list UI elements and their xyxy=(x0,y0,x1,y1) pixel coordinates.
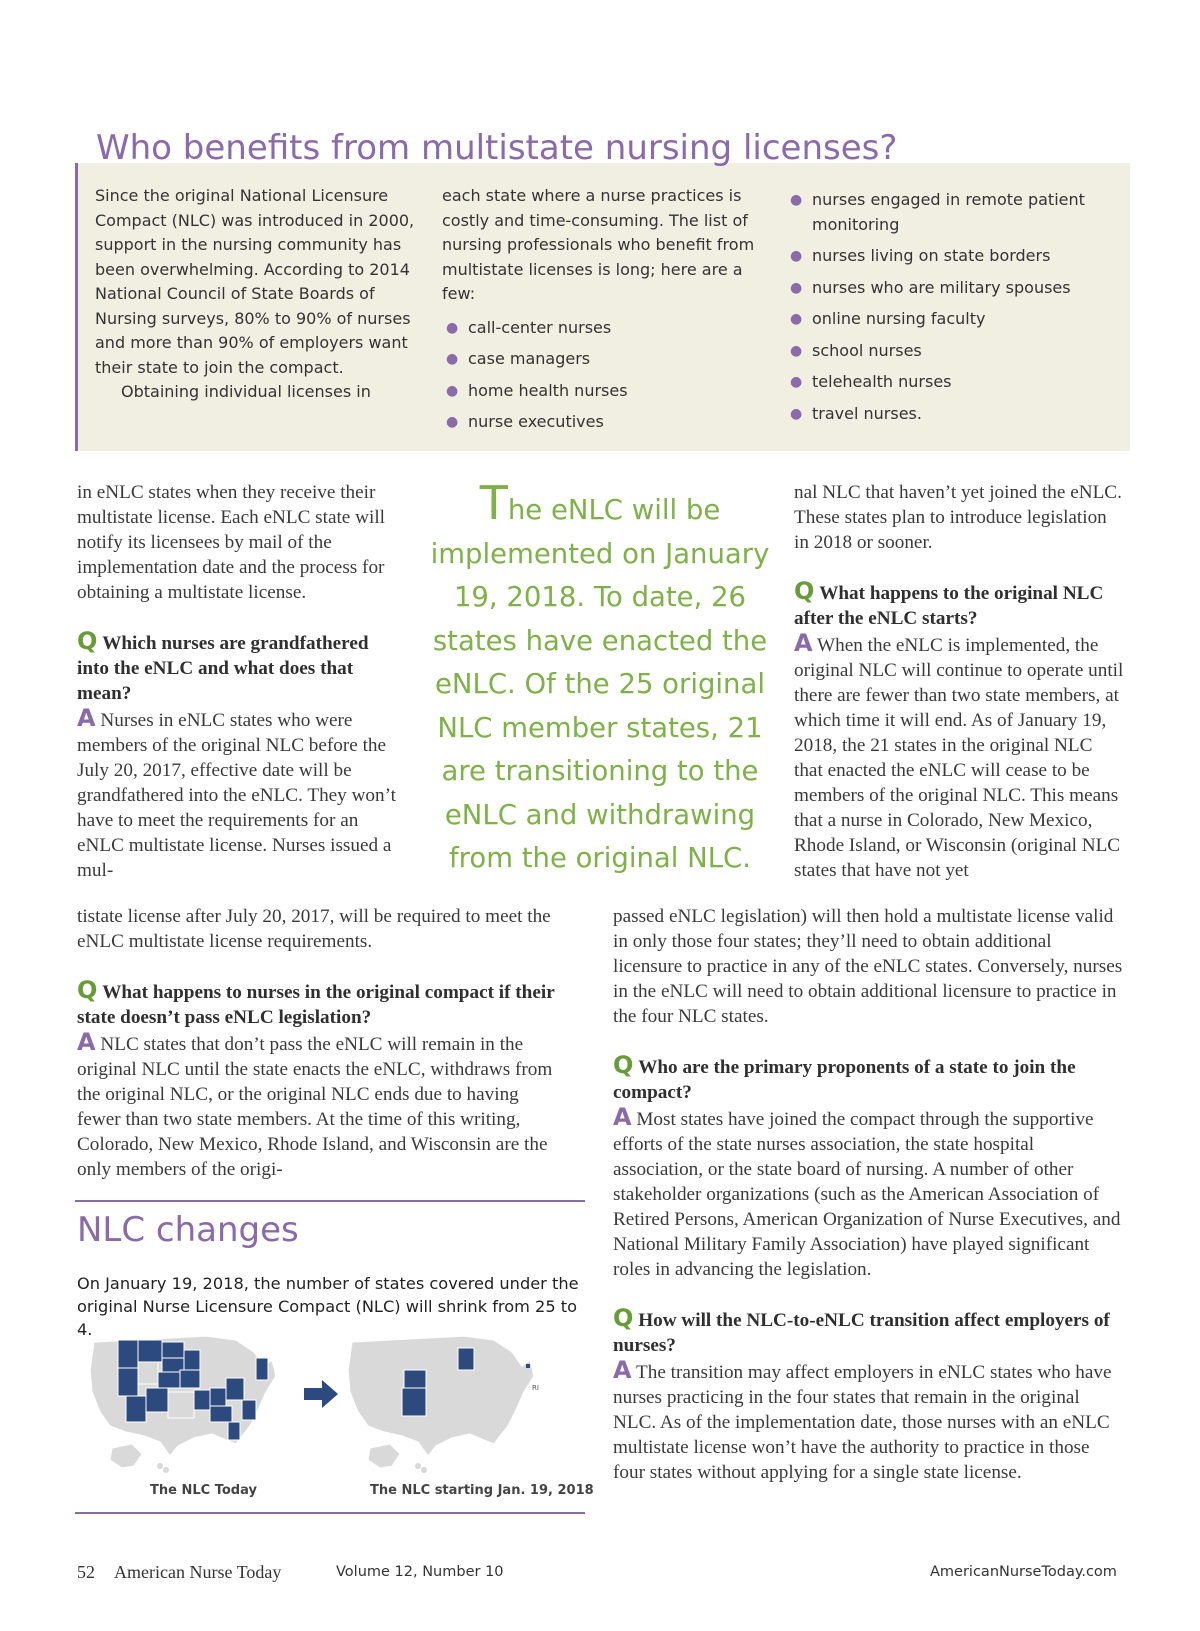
a-letter-icon: A xyxy=(77,704,96,732)
us-mainland-shape xyxy=(348,1336,534,1456)
question-3: Q What happens to the original NLC after the eNLC starts? xyxy=(794,577,1104,629)
question-2: Q What happens to nurses in the original compact if their state doesn’t pass eNLC legislation? xyxy=(77,976,555,1028)
sidebar-title: Who benefits from multistate nursing licenses? xyxy=(96,128,898,168)
list-item: ● call-center nurses xyxy=(442,316,760,341)
answer-4: A Most states have joined the compact through the supportive efforts of the state nurses association, the state hospital association, or the state board of nursing. A number of other stakeholder organizations (such as the American Association of Retired Persons, American Organization of Nurse Executives, and National Military Family Association) have played significant roles in advancing the legislation. xyxy=(613,1103,1121,1280)
bullet-icon: ● xyxy=(790,192,803,208)
a-letter-icon: A xyxy=(794,629,813,657)
answer-5: A The transition may affect employers in eNLC states who have nurses practicing in the four states that remain in the original NLC. As of the implementation date, those nurses with an eNLC multistate license won’t have the authority to practice in those four states without applying for a single state license. xyxy=(613,1356,1112,1483)
sidebar-list-b xyxy=(786,188,1116,426)
list-item: ● school nurses xyxy=(786,339,1116,364)
question-4: Q Who are the primary proponents of a state to join the compact? xyxy=(613,1051,1076,1103)
arrow-right-icon xyxy=(304,1380,338,1408)
map-left-caption: The NLC Today xyxy=(150,1483,257,1498)
a-letter-icon: A xyxy=(613,1356,632,1384)
member-state xyxy=(162,1342,184,1358)
sidebar-intro-continued-start: Obtaining individual licenses in xyxy=(121,382,371,401)
sidebar-intro-continued: each state where a nurse practices is costly and time-consuming. The list of nursing professionals who benefit from multistate licenses is long; here are a few: xyxy=(442,186,755,303)
bullet-icon: ● xyxy=(790,311,803,327)
map-right-caption: The NLC starting Jan. 19, 2018 xyxy=(370,1483,594,1498)
footer-publication: American Nurse Today xyxy=(114,1562,282,1582)
nlc-changes-description: On January 19, 2018, the number of states covered under the original Nurse Licensure Compact (NLC) will shrink from 25 to 4. xyxy=(77,1274,579,1339)
list-item: ● nurses engaged in remote patient monitoring xyxy=(790,190,1085,234)
list-item: ● nurse executives xyxy=(442,410,760,435)
pull-quote-text: he eNLC will be implemented on January 19, 2018. To date, 26 states have enacted the eNLC. Of the 25 original NLC member states, 21 are transitioning to the eNLC and withdrawing from the original NLC. xyxy=(430,494,770,874)
member-state xyxy=(256,1358,268,1380)
a-letter-icon: A xyxy=(77,1028,96,1056)
question-1: Q Which nurses are grandfathered into the eNLC and what does that mean? xyxy=(77,627,369,704)
pull-quote xyxy=(425,476,775,881)
list-item: ● nurses who are military spouses xyxy=(786,276,1116,301)
q-letter-icon: Q xyxy=(613,1304,634,1332)
sidebar-middle-column xyxy=(442,184,760,442)
list-item: ● case managers xyxy=(442,347,760,372)
article-column-3-wide xyxy=(613,904,1123,1485)
footer-website[interactable]: AmericanNurseToday.com xyxy=(930,1564,1117,1580)
list-item: ● telehealth nurses xyxy=(786,370,1116,395)
answer-3-continued: passed eNLC legislation) will then hold a multistate license valid in only those four states; they’ll need to obtain additional licensure to practice in any of the eNLC states. Conversely, nurses in the eNLC will need to obtain additional licensure to practice in the four NLC states. xyxy=(613,906,1123,1027)
member-state xyxy=(210,1406,232,1422)
nlc-top-rule xyxy=(75,1200,585,1202)
member-state xyxy=(184,1350,200,1370)
answer-1: A Nurses in eNLC states who were members of the original NLC before the July 20, 2017, effective date will be grandfathered into the eNLC. They won’t have to meet the requirements for an eNLC multistate license. Nurses issued a mul- xyxy=(77,704,396,881)
nlc-maps-figure xyxy=(86,1330,586,1490)
nlc-state-rhode-island xyxy=(526,1364,530,1368)
answer-2: A NLC states that don’t pass the eNLC will remain in the original NLC until the state enacts the eNLC, withdraws from the original NLC, or the original NLC ends due to having fewer than two state members. At the time of this writing, Colorado, New Mexico, Rhode Island, and Wisconsin are the only members of the origi- xyxy=(77,1028,553,1180)
bullet-icon: ● xyxy=(790,279,803,296)
hawaii-shape xyxy=(415,1463,421,1469)
answer-1-continued: tistate license after July 20, 2017, will be required to meet the eNLC multistate license requirements. xyxy=(77,906,551,952)
member-state xyxy=(180,1370,200,1388)
q-letter-icon: Q xyxy=(77,627,98,655)
alaska-shape xyxy=(368,1444,400,1468)
q-letter-icon: Q xyxy=(613,1051,634,1079)
article-column-1 xyxy=(77,480,397,883)
paragraph-continued: nal NLC that haven’t yet joined the eNLC. These states plan to introduce legislation in 2018 or sooner. xyxy=(794,482,1122,553)
bullet-icon: ● xyxy=(790,405,803,422)
member-state xyxy=(158,1372,180,1388)
member-state xyxy=(226,1378,244,1400)
map-nlc-today xyxy=(90,1336,276,1473)
bullet-icon: ● xyxy=(446,319,459,336)
member-state xyxy=(168,1392,194,1418)
nlc-state-colorado xyxy=(404,1370,426,1388)
sidebar-right-column xyxy=(786,188,1116,433)
sidebar-intro-paragraph: Since the original National Licensure Compact (NLC) was introduced in 2000, support in the nursing community has been overwhelming. According to 2014 National Council of State Boards of Nursing surveys, 80% to 90% of nurses and more than 90% of employers want their state to join the compact. xyxy=(95,186,415,377)
member-state xyxy=(138,1340,162,1362)
a-letter-icon: A xyxy=(613,1103,632,1131)
article-column-1-wide xyxy=(77,904,567,1182)
q-letter-icon: Q xyxy=(794,577,815,605)
nlc-state-new-mexico xyxy=(402,1388,426,1416)
member-state xyxy=(228,1422,240,1440)
bullet-icon: ● xyxy=(446,414,459,430)
alaska-shape xyxy=(110,1444,142,1468)
member-state xyxy=(126,1396,146,1422)
list-item: ● nurses living on state borders xyxy=(786,244,1116,269)
bullet-icon: ● xyxy=(790,342,803,359)
bullet-icon: ● xyxy=(446,382,459,399)
sidebar-intro-column xyxy=(95,184,415,404)
hawaii-shape xyxy=(421,1467,427,1473)
nlc-bottom-rule xyxy=(75,1512,585,1514)
sidebar-list-a xyxy=(442,316,760,435)
bullet-icon: ● xyxy=(446,351,459,367)
hawaii-shape xyxy=(163,1467,169,1473)
answer-3: A When the eNLC is implemented, the original NLC will continue to operate until there are fewer than two state members, at which time it will end. As of January 19, 2018, the 21 states in the original NLC that enacted the eNLC will cease to be members of the original NLC. This means that a nurse in Colorado, New Mexico, Rhode Island, or Wisconsin (original NLC states that have not yet xyxy=(794,629,1124,881)
nlc-changes-title: NLC changes xyxy=(77,1210,299,1250)
nlc-state-wisconsin xyxy=(458,1348,474,1370)
member-state xyxy=(138,1362,158,1384)
list-item: ● home health nurses xyxy=(442,379,760,404)
hawaii-shape xyxy=(157,1463,163,1469)
list-item: ● travel nurses. xyxy=(786,402,1116,427)
ri-label: RI xyxy=(532,1384,539,1392)
member-state xyxy=(194,1390,210,1410)
list-item: ● online nursing faculty xyxy=(786,307,1116,332)
q-letter-icon: Q xyxy=(77,976,98,1004)
member-state xyxy=(118,1368,138,1396)
member-state xyxy=(118,1340,138,1368)
footer-volume: Volume 12, Number 10 xyxy=(336,1564,504,1580)
member-state xyxy=(146,1388,168,1412)
pull-quote-initial: T xyxy=(479,476,508,530)
member-state xyxy=(210,1388,226,1406)
bullet-icon: ● xyxy=(790,248,803,264)
footer-page-number: 52 xyxy=(77,1562,95,1582)
map-nlc-2018 xyxy=(348,1336,539,1473)
bullet-icon: ● xyxy=(790,374,803,390)
paragraph-continued: in eNLC states when they receive their multistate license. Each eNLC state will notify its licensees by mail of the implementation date and the process for obtaining a multistate license. xyxy=(77,482,385,603)
article-column-3 xyxy=(794,480,1124,883)
member-state xyxy=(242,1400,256,1420)
question-5: Q How will the NLC-to-eNLC transition affect employers of nurses? xyxy=(613,1304,1110,1356)
